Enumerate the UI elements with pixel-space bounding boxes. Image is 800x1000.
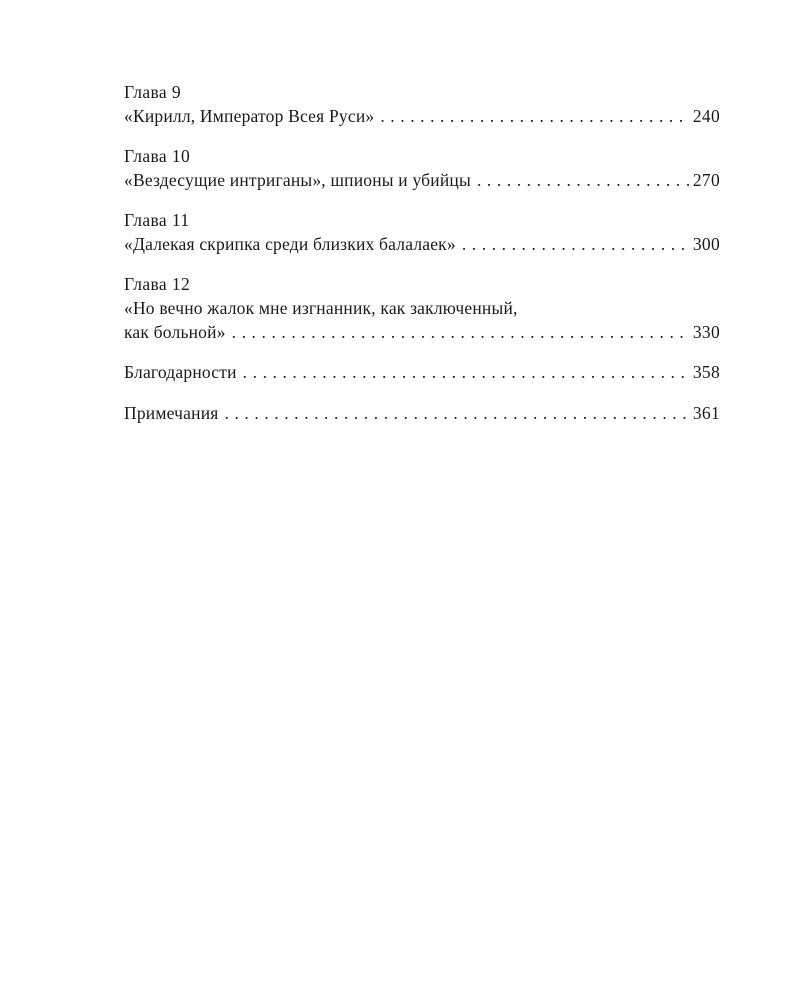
- chapter-label: Глава 12: [124, 274, 191, 294]
- toc-line: [124, 401, 720, 425]
- toc-entry-chapter-12: [124, 272, 720, 344]
- toc-line: [124, 320, 720, 344]
- dot-leader: [225, 401, 690, 425]
- dot-leader: [232, 320, 690, 344]
- chapter-label: Глава 9: [124, 82, 182, 102]
- dot-leader: [380, 104, 690, 128]
- toc-line: [124, 168, 720, 192]
- chapter-title: как больной»: [124, 322, 226, 342]
- toc-line: [124, 360, 720, 384]
- page-number: 361: [692, 403, 720, 423]
- toc-line: [124, 232, 720, 256]
- toc-line: [124, 104, 720, 128]
- dot-leader: [243, 360, 690, 384]
- chapter-title: «Вездесущие интриганы», шпионы и убийцы: [124, 170, 471, 190]
- toc-entry-notes: [124, 401, 720, 425]
- chapter-title-line-1: «Но вечно жалок мне изгнанник, как заключенный,: [124, 298, 518, 318]
- page-number: 270: [692, 170, 720, 190]
- page-number: 330: [692, 322, 720, 342]
- page-number: 240: [692, 106, 720, 126]
- toc-entry-chapter-10: [124, 144, 720, 192]
- chapter-title: «Далекая скрипка среди близких балалаек»: [124, 234, 456, 254]
- toc-entry-chapter-9: [124, 80, 720, 128]
- section-title: Примечания: [124, 403, 219, 423]
- chapter-title: «Кирилл, Император Всея Руси»: [124, 106, 375, 126]
- toc-entry-chapter-11: [124, 208, 720, 256]
- dot-leader: [477, 168, 690, 192]
- dot-leader: [462, 232, 690, 256]
- chapter-label: Глава 11: [124, 210, 190, 230]
- page-number: 300: [692, 234, 720, 254]
- chapter-label: Глава 10: [124, 146, 191, 166]
- section-title: Благодарности: [124, 362, 237, 382]
- toc-entry-acknowledgements: [124, 360, 720, 384]
- page-number: 358: [692, 362, 720, 382]
- table-of-contents: [124, 80, 720, 442]
